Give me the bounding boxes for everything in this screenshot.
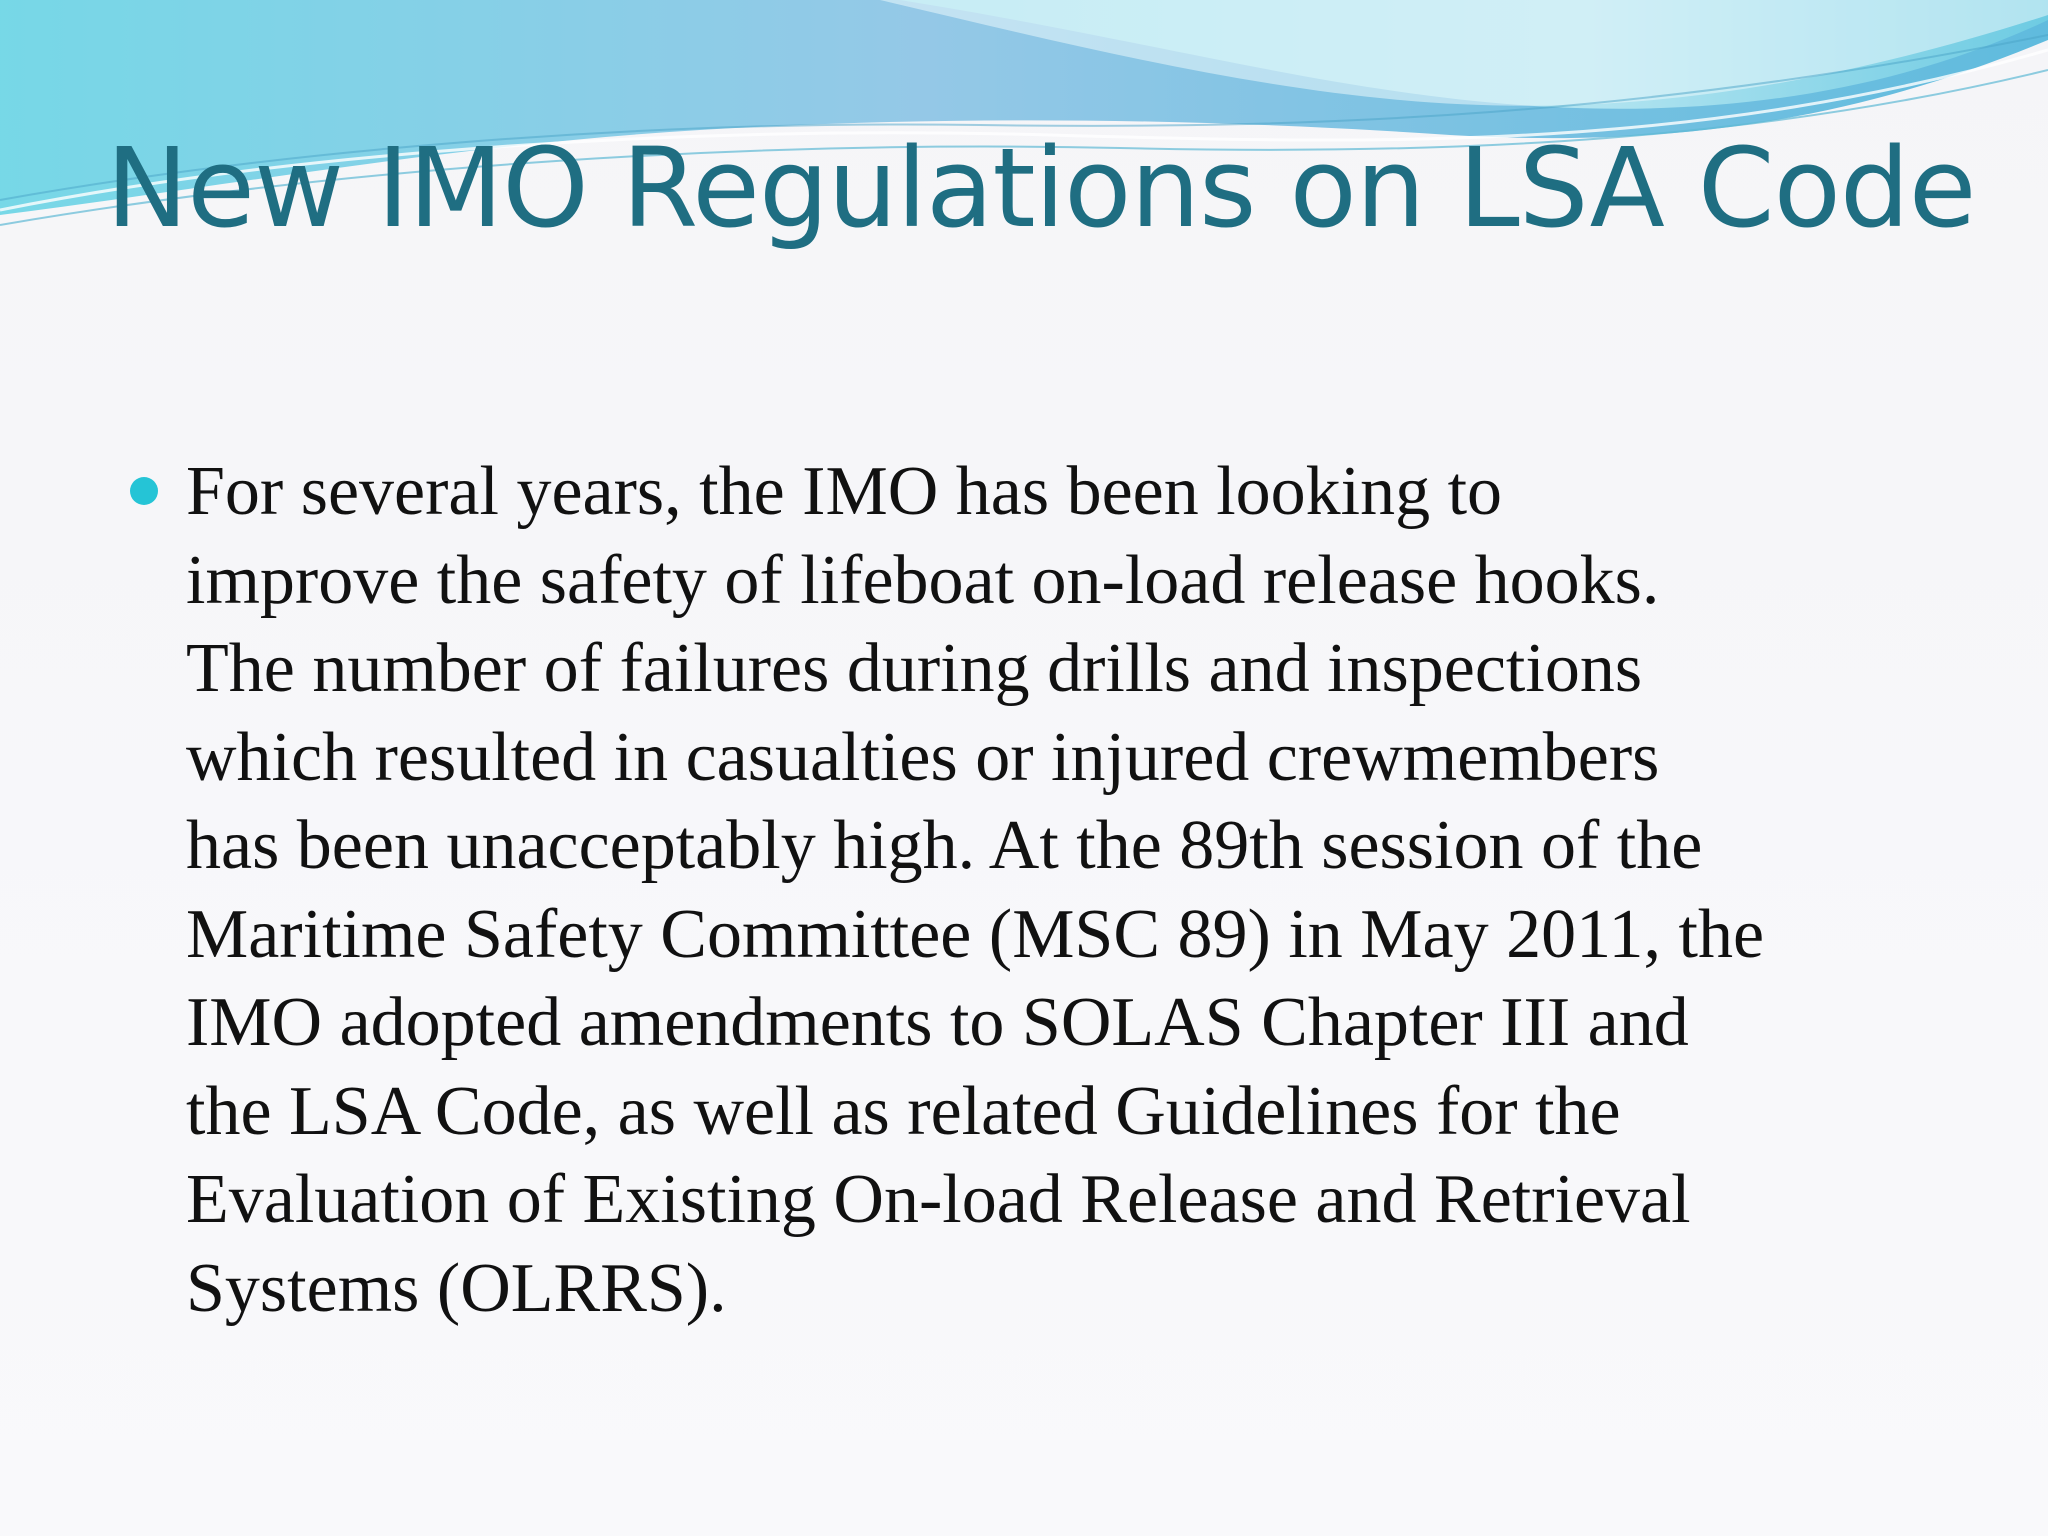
bullet-line: the LSA Code, as well as related Guidelines for the [186,1072,1621,1150]
bullet-line: For several years, the IMO has been looking to [186,453,1503,530]
bullet-dot-icon [130,477,158,505]
bullet-text [186,448,1950,1333]
bullet-line: Evaluation of Existing On-load Release and Retrieval [186,1161,1691,1238]
bullet-line: improve the safety of lifeboat on-load release hooks. [186,541,1660,619]
bullet-line: The number of failures during drills and inspections [186,630,1643,707]
bullet-item [130,448,1950,1333]
bullet-list [130,448,1950,1333]
bullet-line: IMO adopted amendments to SOLAS Chapter III and [186,984,1689,1061]
bullet-line: has been unacceptably high. At the 89th session of the [186,807,1703,884]
slide-title: New IMO Regulations on LSA Code [106,124,1976,252]
bullet-line: which resulted in casualties or injured crewmembers [186,718,1660,796]
bullet-line: Maritime Safety Committee (MSC 89) in May 2011, the [186,895,1765,973]
bullet-line: Systems (OLRRS). [186,1249,727,1327]
